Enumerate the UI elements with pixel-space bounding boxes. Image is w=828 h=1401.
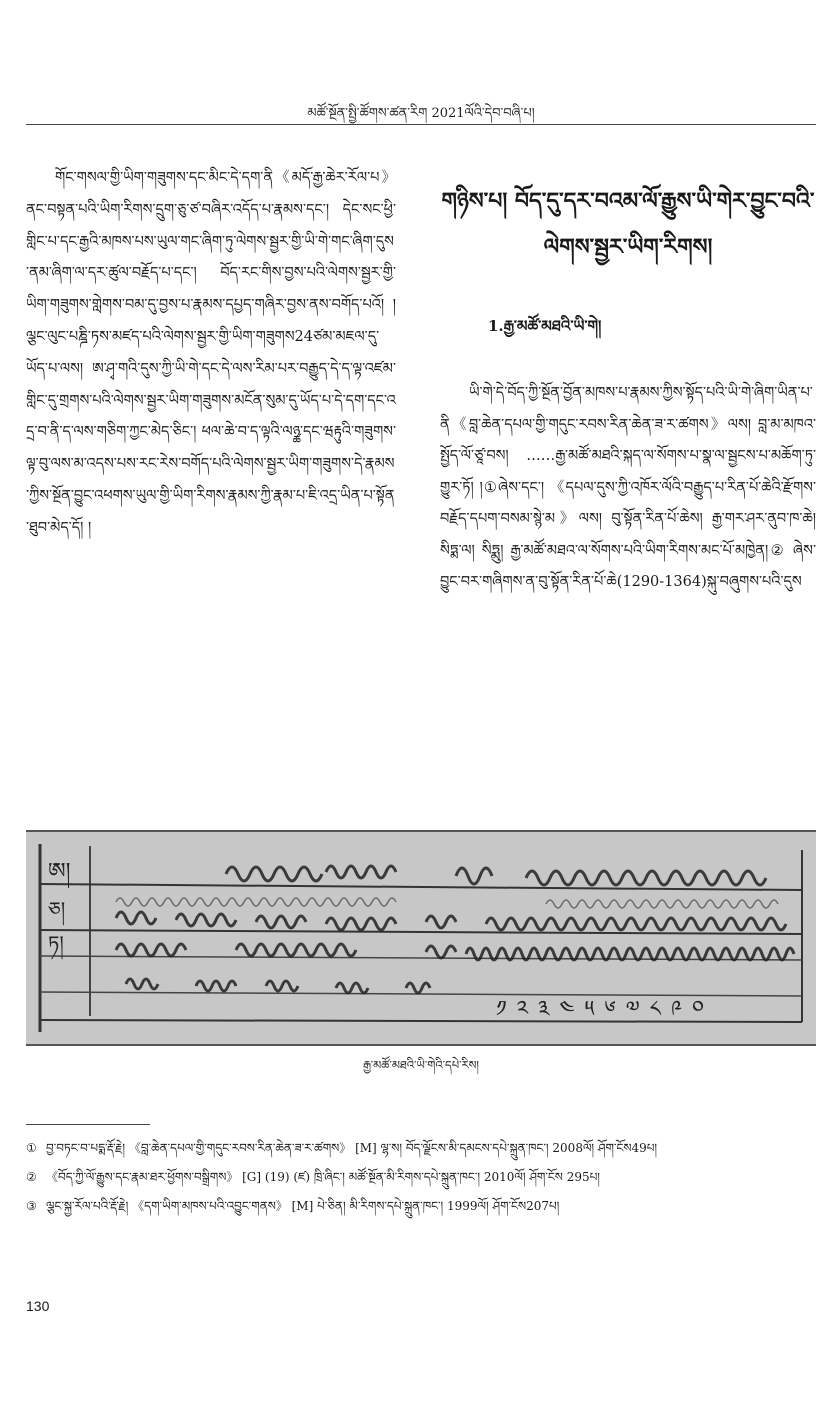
footnote-text: བྱ་བཏང་བ་པདྨ་རྡོ་རྗེ། 《བླ་ཆེན་དཔལ་གྱི་གདུང་རབས་རིན་ཆེན་ཟ་ར་ཚགས》 [M] ལྷ་ས། བོད་ལྗོངས་མི་དམངས་དཔེ་སྐྲུན་ཁང་། 2008ལོ། ཤོག་ངོས49པ། bbox=[46, 1141, 658, 1155]
manuscript-scan bbox=[26, 832, 816, 1040]
footnote-rule bbox=[26, 1124, 150, 1125]
footnote-mark: ① bbox=[26, 1141, 37, 1155]
manuscript-row-label: ཅ། bbox=[48, 897, 66, 921]
manuscript-figure bbox=[26, 830, 816, 1046]
footnote-mark: ③ bbox=[26, 1199, 37, 1213]
header-rule bbox=[26, 124, 816, 125]
left-column-paragraph: གོང་གསལ་གྱི་ཡིག་གཟུགས་དང་མིང་དེ་དག་ནི《མདོ་རྒྱ་ཆེར་རོལ་པ》ནང་བསྟན་པའི་ཡིག་རིགས་དྲུག་ཅུ་ཙ་བཞིར་འདོད་པ་རྣམས་དང་། དེང་སང་ཕྱི་གླིང་པ་དང་རྒྱའི་མཁས་པས་ཡུལ་གང་ཞིག་ཏུ་ལེགས་སྦྱར་གྱི་ཡི་གེ་གང་ཞིག་དུས་ནམ་ཞིག་ལ་དར་ཚུལ་བརྗོད་པ་དང་། བོད་རང་གིས་བྱས་པའི་ལེགས་སྦྱར་གྱི་ཡིག་གཟུགས་གླེགས་བམ་དུ་བྱས་པ་རྣམས་དཔྱད་གཞིར་བྱས་ནས་བགོད་པའོ། །ལྕང་ལུང་པཎྜི་ཏས་མཛད་པའི་ལེགས་སྦྱར་གྱི་ཡིག་གཟུགས24ཙམ་མཇལ་དུ་ཡོད་པ་ལས། ཨ་ཤྭ་གའི་དུས་ཀྱི་ཡི་གེ་དང་དེ་ལས་རིམ་པར་བརྒྱུད་དེ་ད་ལྟ་འཛམ་གླིང་དུ་གྲགས་པའི་ལེགས་སྦྱར་ཡིག་གཟུགས་མངོན་སུམ་དུ་ཡོད་པ་དེ་དག་དང་འདྲ་བ་ནི་ད་ལས་གཅིག་ཀྱང་མེད་ཅིང་། ཕལ་ཆེ་བ་ད་ལྟའི་ལཉྪ་དང་ཝརྟུའི་གཟུགས་ལྟ་བུ་ལས་མ་འདས་པས་རང་རེས་བགོད་པའི་ལེགས་སྦྱར་ཡིག་གཟུགས་དེ་རྣམས་ཀྱིས་སྔོན་བྱུང་འཕགས་ཡུལ་གྱི་ཡིག་རིགས་རྣམས་ཀྱི་རྣམ་པ་ཇི་འདྲ་ཡིན་པ་སྟོན་ཐུབ་མེད་དོ། ། bbox=[26, 170, 396, 536]
manuscript-row-label: ཏ། bbox=[48, 931, 64, 955]
right-column-paragraph: ཡི་གེ་དེ་བོད་ཀྱི་སྔོན་བྱོན་མཁས་པ་རྣམས་ཀྱིས་སྟོད་པའི་ཡི་གེ་ཞིག་ཡིན་པ་ནི《བླ་ཆེན་དཔལ་གྱི་གདུང་རབས་རིན་ཆེན་ཟ་ར་ཚགས》ལས། བླ་མ་མཁའ་སྤྱོད་ལོ་ཙཱ་བས། ……རྒྱ་མཚོ་མཐའི་སྐད་ལ་སོགས་པ་སྣ་ལ་སྦྱངས་པ་མཆོག་ཏུ་གྱུར་ཏོ། །①ཞེས་དང་། 《དཔལ་དུས་ཀྱི་འཁོར་ལོའི་བརྒྱུད་པ་རིན་པོ་ཆེའི་རྫོགས་བརྗོད་དཔག་བསམ་སྙེ་མ》ལས། བུ་སྟོན་རིན་པོ་ཆེས། རྒྱ་གར་ཤར་ནུབ་ཁ་ཆེ། སིཏྨ་ལ། སིཏྨུ། རྒྱ་མཚོ་མཐའ་ལ་སོགས་པའི་ཡིག་རིགས་མང་པོ་མཁྱེན།② ཞེས་བྱུང་བར་གཞིགས་ན་བུ་སྟོན་རིན་པོ་ཆེ(1290-1364)སྐུ་བཞུགས་པའི་དུས bbox=[440, 385, 816, 590]
footnote-text: 《བོད་ཀྱི་ལོ་རྒྱུས་དང་རྣམ་ཐར་ཕྱོགས་བསྒྲིགས》 [G] (19) (ཛ) ཁྲི་ཞིང་། མཚོ་སྔོན་མི་རིགས་དཔེ་སྐྲུན་ཁང་། 2010ལོ། ཤོག་ངོས 295པ། bbox=[46, 1170, 600, 1184]
figure-caption: རྒྱ་མཚོ་མཐའི་ཡི་གེའི་དཔེ་རིས། bbox=[363, 1058, 479, 1072]
section-heading: 1.རྒྱ་མཚོ་མཐའི་ཡི་གེ། bbox=[488, 317, 602, 335]
footnotes bbox=[26, 1136, 816, 1223]
footnote-text: ལྕང་སྐྱ་རོལ་པའི་རྡོ་རྗེ། 《དག་ཡིག་མཁས་པའི་འབྱུང་གནས》 [M] པེ་ཅིན། མི་རིགས་དཔེ་སྐྲུན་ཁང་། 1999ལོ། ཤོག་ངོས207པ། bbox=[46, 1199, 560, 1213]
running-head: མཚོ་སྔོན་སྤྱི་ཚོགས་ཚན་རིག 2021ལོའི་དེབ་བཞི་པ། bbox=[307, 106, 535, 121]
manuscript-row-label: ཨ། bbox=[48, 859, 71, 884]
footnote bbox=[26, 1165, 816, 1189]
footnote bbox=[26, 1194, 816, 1218]
manuscript-digits: ༡༢༣༤༥༦༧༨༩༠ bbox=[496, 997, 715, 1022]
right-column bbox=[440, 178, 816, 599]
footnote bbox=[26, 1136, 816, 1160]
footnote-mark: ② bbox=[26, 1170, 37, 1184]
page-number: 130 bbox=[26, 1298, 50, 1314]
article-title: གཉིས་པ། བོད་དུ་དར་བའམ་ལོ་རྒྱུས་ཡི་གེར་བྱུང་བའི་ལེགས་སྦྱར་ཡིག་རིགས། bbox=[441, 188, 815, 260]
